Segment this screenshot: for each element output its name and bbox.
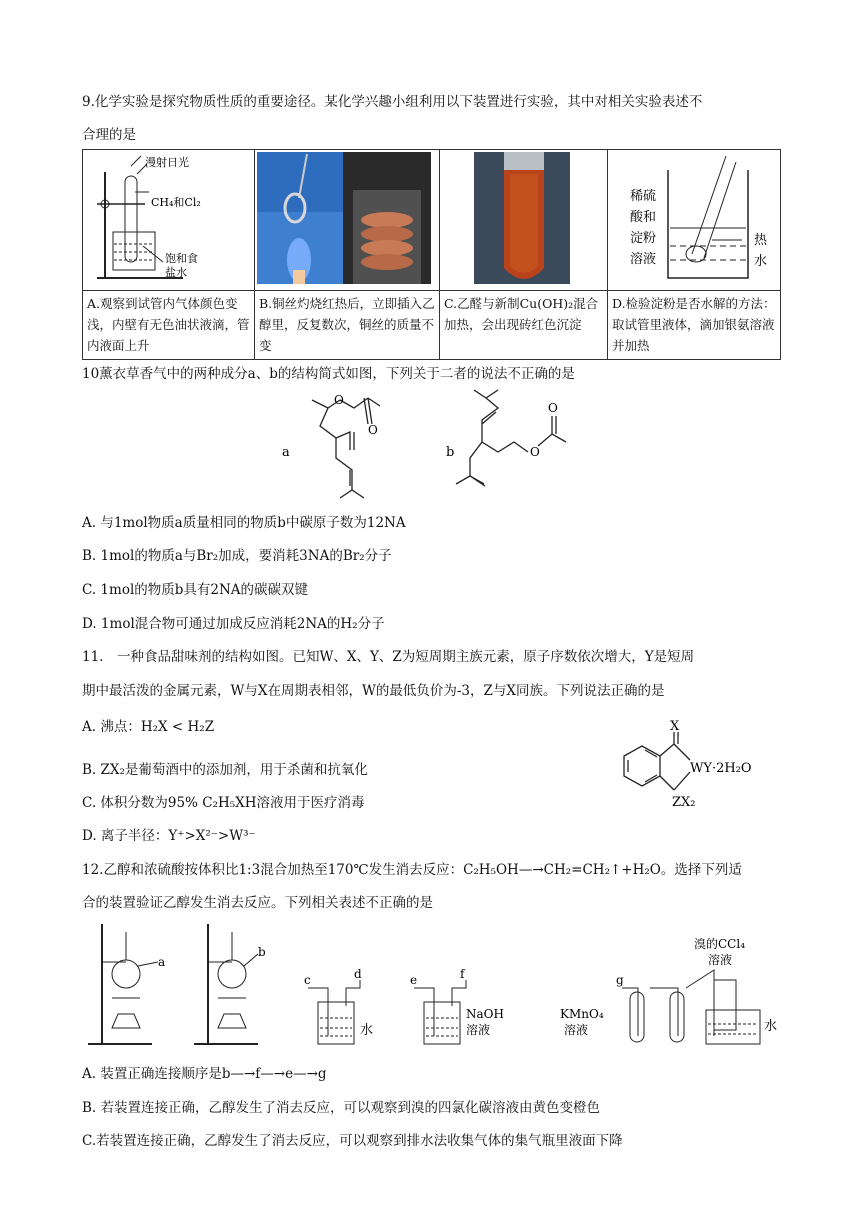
q9-option-d: D.检验淀粉是否水解的方法：取试管里液体，滴加银氨溶液并加热 [608, 291, 781, 360]
q9-figure-d [608, 150, 781, 291]
apparatus-b [194, 924, 266, 1044]
q9-figure-a [83, 150, 255, 291]
oxygen-a2: O [368, 423, 378, 437]
label-s4: 溶液 [630, 252, 657, 267]
label-w2: 水 [754, 254, 768, 269]
q9-option-c: C.乙醛与新制Cu(OH)₂混合加热，会出现砖红色沉淀 [440, 291, 608, 360]
q9-option-b: B.铜丝灼烧红热后，立即插入乙醇里，反复数次，铜丝的质量不变 [255, 291, 440, 360]
q9-options-table [82, 149, 781, 360]
q12-apparatus-figure [82, 918, 782, 1050]
q11-option-b: B. ZX₂是葡萄酒中的添加剂，用于杀菌和抗氧化 [82, 762, 368, 778]
label-g: g [616, 973, 624, 987]
q9-figure-b [255, 150, 440, 291]
chlorination-apparatus-figure [83, 150, 255, 286]
q11-option-a: A. 沸点：H₂X < H₂Z [82, 719, 215, 735]
label-solution-2: 盐水 [165, 266, 187, 279]
label-w1: 热 [754, 233, 768, 248]
q11-stem-line2: 期中最活泼的金属元素，W与X在周期表相邻，W的最低负价为-3，Z与X同族。下列说法正确的是 [82, 683, 665, 699]
copper-wire-photo [255, 150, 440, 286]
struct-mid: WY·2H₂O [690, 761, 752, 776]
label-e: e [410, 973, 418, 987]
q9-figure-c [440, 150, 608, 291]
label-kmno4-1: KMnO₄ [560, 1007, 604, 1021]
q10-structures-figure [270, 386, 590, 504]
label-solution-1: 饱和食 [165, 252, 198, 265]
label-light: 漫射日光 [145, 156, 189, 169]
q11-sweetener-structure [612, 720, 782, 820]
brick-red-precipitate-photo [440, 150, 608, 286]
q9-stem-line2: 合理的是 [82, 127, 136, 143]
apparatus-a [88, 924, 165, 1044]
label-a: a [158, 955, 166, 969]
label-c: c [304, 973, 311, 987]
struct-bot: ZX₂ [672, 795, 696, 810]
struct-top: X [670, 720, 680, 734]
label-naoh-1: NaOH [466, 1007, 504, 1021]
q12-stem-line2: 合的装置验证乙醇发生消去反应。下列相关表述不正确的是 [82, 895, 433, 911]
label-kmno4-2: 溶液 [564, 1023, 589, 1037]
label-water2: 水 [764, 1019, 778, 1034]
q12-stem-line1: 12.乙醇和浓硫酸按体积比1:3混合加热至170℃发生消去反应：C₂H₅OH—→CH₂=CH₂↑+H₂O。选择下列适 [82, 862, 742, 878]
q9-option-a: A.观察到试管内气体颜色变浅，内壁有无色油状液滴，管内液面上升 [83, 291, 255, 360]
label-s3: 淀粉 [630, 231, 657, 246]
q10-stem: 10薰衣草香气中的两种成分a、b的结构简式如图，下列关于二者的说法不正确的是 [82, 366, 575, 382]
q10-option-c: C. 1mol的物质b具有2NA的碳碳双键 [82, 582, 309, 598]
q12-option-a: A. 装置正确连接顺序是b—→f—→e—→g [82, 1066, 327, 1082]
q10-option-d: D. 1mol混合物可通过加成反应消耗2NA的H₂分子 [82, 616, 385, 632]
label-f: f [460, 967, 465, 981]
label-s1: 稀硫 [630, 189, 657, 204]
q10-option-a: A. 与1mol物质a质量相同的物质b中碳原子数为12NA [82, 515, 406, 531]
oxygen-b1: O [530, 445, 540, 459]
bottle-naoh [410, 967, 504, 1044]
q11-stem-line1: 11. 一种食品甜味剂的结构如图。已知W、X、Y、Z为短周期主族元素，原子序数依次增大，Y是短周 [82, 649, 695, 665]
label-br-1: 溴的CCl₄ [694, 937, 746, 951]
label-d: d [354, 967, 362, 981]
q12-option-b: B. 若装置连接正确，乙醇发生了消去反应，可以观察到溴的四氯化碳溶液由黄色变橙色 [82, 1100, 601, 1116]
label-water1: 水 [360, 1023, 374, 1038]
test-tubes-and-collection [560, 937, 777, 1044]
starch-hydrolysis-apparatus-figure [608, 150, 781, 286]
oxygen-a1: O [334, 393, 344, 407]
oxygen-b2: O [548, 401, 558, 415]
label-s2: 酸和 [630, 210, 657, 225]
label-b: b [446, 445, 455, 460]
q12-option-c: C.若装置连接正确，乙醇发生了消去反应，可以观察到排水法收集气体的集气瓶里液面下降 [82, 1133, 623, 1149]
label-br-2: 溶液 [708, 953, 733, 967]
q11-option-d: D. 离子半径：Y⁺>X²⁻>W³⁻ [82, 828, 256, 844]
label-gas: CH₄和Cl₂ [151, 196, 201, 209]
q10-option-b: B. 1mol的物质a与Br₂加成，要消耗3NA的Br₂分子 [82, 548, 392, 564]
label-a: a [282, 445, 290, 460]
bottle-water [304, 967, 373, 1044]
label-b: b [258, 945, 266, 959]
q11-option-c: C. 体积分数为95% C₂H₅XH溶液用于医疗消毒 [82, 795, 365, 811]
label-naoh-2: 溶液 [466, 1023, 491, 1037]
q9-stem-line1: 9.化学实验是探究物质性质的重要途径。某化学兴趣小组利用以下装置进行实验，其中对相关实验表述不 [82, 94, 703, 110]
